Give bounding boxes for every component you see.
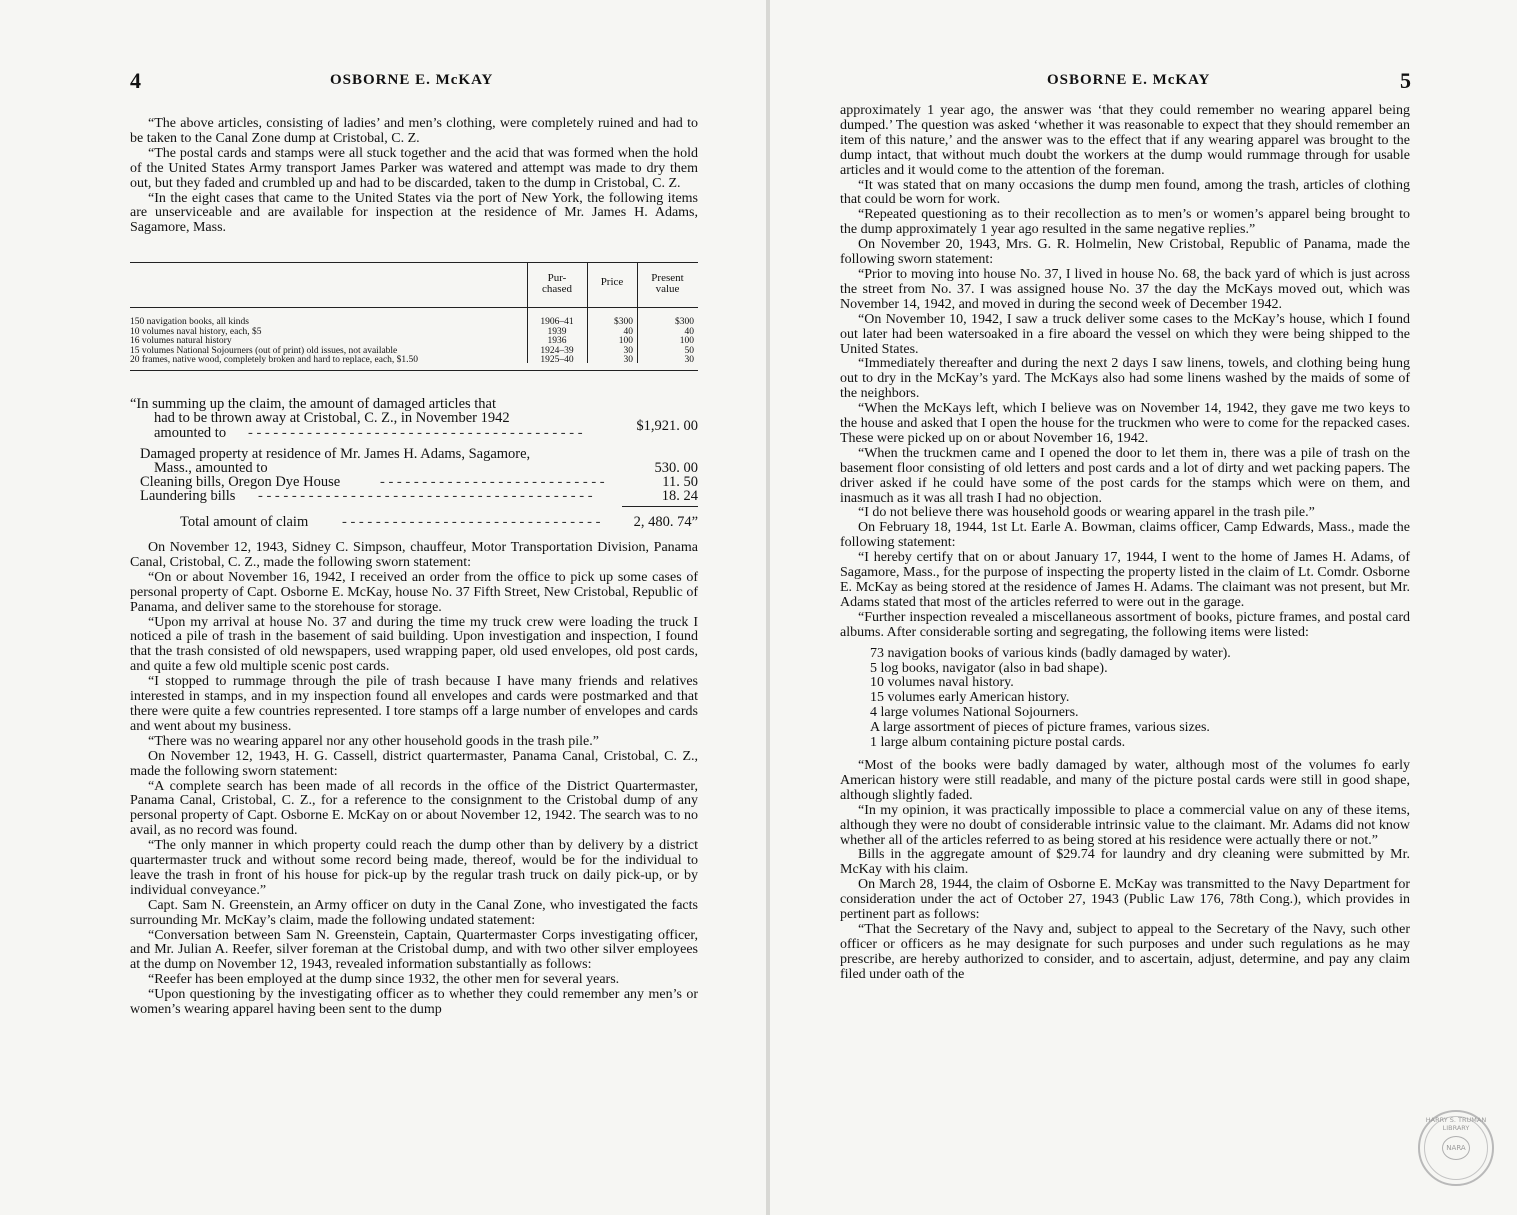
table-cell-purchased: 1939 (547, 326, 567, 337)
list-item: 73 navigation books of various kinds (badly damaged by water). (870, 645, 1231, 661)
table-cell-present-value: 100 (679, 336, 694, 347)
paragraph: “There was no wearing apparel nor any other household goods in the trash pile.” (148, 733, 599, 749)
amount: 18. 24 (661, 488, 698, 504)
table-cell-item: 150 navigation books, all kinds (130, 317, 250, 327)
summary-line: Mass., amounted to (154, 460, 268, 476)
paragraph: “In my opinion, it was practically impossible to place a commercial value on any of these items, although they were no doubt of considerable intrinsic value to the claimant. Mr. Adams did not know whether all of the articles referred to as being stored at his residence were actually there or not.” (840, 802, 1410, 848)
total-label: Total amount of claim (180, 514, 309, 530)
running-header: OSBORNE E. McKAY (1047, 72, 1211, 88)
paragraph: “Upon my arrival at house No. 37 and during the time my truck crew were loading the truck I noticed a pile of trash in the basement of said building. Upon investigation and inspection, I found that the trash consisted of old newspapers, used wrapping paper, old used envelopes, old post cards, and quite a few old multiple scenic post cards. (130, 614, 698, 675)
paragraph: “When the McKays left, which I believe was on November 14, 1942, they gave me two keys to the house and asked that I open the house for the truckmen who were to come for the repacked cases. These were picked up on or about November 16, 1942. (840, 401, 1410, 446)
table-cell-price: 40 (623, 326, 633, 337)
table-cell-item: 20 frames, native wood, completely broken and hard to replace, each, $1.50 (130, 355, 419, 366)
paragraph: “The above articles, consisting of ladies’ and men’s clothing, were completely ruined and had to be taken to the Canal Zone dump at Cristobal, C. Z. (130, 116, 698, 146)
paragraph: “The postal cards and stamps were all stuck together and the acid that was formed when the hold of the United States Army transport James Parker was watered and attempt was made to dry them out, but they faded and crumbled up and had to be discarded, taken to the dump in Cristobal, C. Z. (130, 145, 698, 191)
paragraph: “Repeated questioning as to their recollection as to men’s or women’s apparel being brought to the dump approximately 1 year ago resulted in the same negative replies.” (840, 207, 1410, 238)
paragraph: “On or about November 16, 1942, I received an order from the office to pick up some cases of personal property of Capt. Osborne E. McKay, house No. 37 Fifth Street, New Cristobal, Republic of Panama, and deliver same to the storehouse for storage. (130, 569, 698, 615)
paragraph: Bills in the aggregate amount of $29.74 for laundry and dry cleaning were submitted by Mr. McKay with his claim. (840, 847, 1410, 878)
running-header: OSBORNE E. McKAY (330, 72, 494, 88)
col-present-value: Present value (651, 272, 684, 295)
paragraph: “It was stated that on many occasions the dump men found, among the trash, articles of clothing that could be worn for work. (840, 177, 1410, 208)
list-item: 1 large album containing picture postal cards. (870, 735, 1126, 751)
page-number: 5 (1400, 68, 1411, 93)
list-item: 15 volumes early American history. (870, 690, 1070, 706)
table-cell-item: 16 volumes natural history (130, 336, 232, 347)
paragraph: “That the Secretary of the Navy and, subject to appeal to the Secretary of the Navy, such other officer or officers as he may designate for such purposes and under such regulations as he may prescribe, are hereby authorized to consider, and to ascertain, adjust, determine, and pay any claim filed under oath of the (840, 921, 1410, 982)
statements (130, 541, 698, 1018)
paragraph: Capt. Sam N. Greenstein, an Army officer on duty in the Canal Zone, who investigated the facts surrounding Mr. McKay’s claim, made the following undated statement: (130, 897, 698, 928)
stamp-center-text: NARA (1442, 1136, 1470, 1160)
table-cell-price: 30 (623, 345, 633, 356)
paragraph: “Most of the books were badly damaged by water, although most of the volumes fo early American history were still readable, and many of the picture postal cards were still in good shape, although slightly faded. (840, 757, 1410, 803)
table-cell-purchased: 1906–41 (540, 317, 574, 327)
paragraph: On November 12, 1943, Sidney C. Simpson, chauffeur, Motor Transportation Division, Panama Canal, Cristobal, C. Z., made the following sworn statement: (130, 540, 698, 570)
table-cell-present-value: 50 (684, 345, 694, 356)
table-row (130, 356, 698, 366)
list-item: 4 large volumes National Sojourners. (870, 705, 1079, 721)
summary-line: Laundering bills (140, 488, 236, 504)
paragraph: “In the eight cases that came to the United States via the port of New York, the following items are unserviceable and are available for inspection at the residence of Mr. James H. Adams, Sagamore, Mass. (130, 190, 698, 236)
amount: 11. 50 (662, 474, 698, 490)
paragraph: On November 20, 1943, Mrs. G. R. Holmelin, New Cristobal, Republic of Panama, made the following sworn statement: (840, 237, 1410, 268)
paragraph: approximately 1 year ago, the answer was ‘that they could remember no wearing apparel being dumped.’ The question was asked ‘whether it was reasonable to expect that they should remember an item of this nature,’ and the answer was to the effect that if any wearing apparel was brought to the dump intact, that without much doubt the workers at the dump would rummage through for usable articles and it would come to the attention of the foreman. (840, 103, 1410, 178)
paragraph: “On November 10, 1942, I saw a truck deliver some cases to the McKay’s house, which I found out later had been watersoaked in a fire aboard the vessel on which they were being shipped to the United States. (840, 311, 1410, 357)
paragraph: “A complete search has been made of all records in the office of the District Quartermaster, Panama Canal, Cristobal, C. Z., for a reference to the consignment to the Cristobal dump of any personal property of Capt. Osborne E. McKay on or about November 12, 1942. The search was to no avail, as no record was found. (130, 778, 698, 839)
list-item: 10 volumes naval history. (870, 675, 1014, 691)
paragraph: “When the truckmen came and I opened the door to let them in, there was a pile of trash on the basement floor consisting of old letters and post cards and a lot of dirty and wet packing papers. The driver asked if he could have some of the post cards for the stamps which were on them, and inasmuch as it was all trash I had no objection. (840, 445, 1410, 506)
summary-line: Damaged property at residence of Mr. James H. Adams, Sagamore, (140, 446, 531, 462)
table-cell-present-value: 40 (684, 326, 694, 337)
table-cell-price: $300 (614, 317, 633, 327)
table-header (130, 263, 698, 307)
amount: 530. 00 (654, 460, 698, 476)
list-item: 5 log books, navigator (also in bad shape). (870, 660, 1108, 676)
paragraph: “Immediately thereafter and during the next 2 days I saw linens, towels, and clothing being hung out to dry in the McKay’s yard. The McKays also had some linens washed by the maids of some of the neighbors. (840, 356, 1410, 402)
claim-summary: “In summing up the claim, the amount of damaged articles that had to be thrown away at Cristobal, C. Z., in November 1942 amounted to - - - - - - - - - - - - - - - - - - - - - - - - - - - - - - - - - - - - - - - - $1,921. 00 Damaged property at residence of Mr. James H. Adams, Sagamore, Mass., amounted to 530. 00 Cleaning bills, Oregon Dye House - - - - - - - - - - - - - - - - - - - - - - - - - - - 11. 50 Laundering bills - - - - - - - - - - - - - - - - - - - - - - - - - - - - - - - - - - - - - - - - 18. 24 Total amount of claim - - - - - - - - - - - - - - - - - - - - - - - - - - - - - - - 2, 480. 74” (130, 396, 698, 530)
table-cell-purchased: 1925–40 (540, 355, 574, 366)
table-cell-present-value: $300 (675, 317, 694, 327)
archive-stamp (1418, 1110, 1494, 1186)
intro-text (130, 117, 698, 236)
paragraph: “Further inspection revealed a miscellaneous assortment of books, picture frames, and postal card albums. After considerable sorting and segregating, the following items were listed: (840, 609, 1410, 640)
paragraph: “The only manner in which property could reach the dump other than by delivery by a district quartermaster truck and without some record being made, thereof, would be for the individual to leave the trash in front of his house for pick-up by the regular trash truck on daily pick-up, or by individual conveyance.” (130, 838, 698, 898)
summary-line: had to be thrown away at Cristobal, C. Z., in November 1942 (154, 410, 510, 426)
paragraph: “Prior to moving into house No. 37, I lived in house No. 68, the back yard of which is just across the street from No. 37. I was assigned house No. 37 the day the McKays moved out, which was November 14, 1942, and moved in during the second week of December 1942. (840, 266, 1410, 312)
table-cell-item: 10 volumes naval history, each, $5 (130, 326, 262, 337)
paragraph: On February 18, 1944, 1st Lt. Earle A. Bowman, claims officer, Camp Edwards, Mass., made the following statement: (840, 520, 1410, 551)
table-cell-purchased: 1936 (547, 336, 567, 347)
paragraph: “I hereby certify that on or about January 17, 1944, I went to the home of James H. Adams, of Sagamore, Mass., for the purpose of inspecting the property listed in the claim of Lt. Comdr. Osborne E. McKay as being stored at the residence of James H. Adams. The claimant was not present, but Mr. Adams stated that most of the articles referred to were out in the garage. (840, 550, 1410, 610)
total-amount: 2, 480. 74” (633, 514, 698, 530)
stamp-ring-text: HARRY S. TRUMAN LIBRARY (1425, 1116, 1487, 1132)
table-cell-purchased: 1924–39 (540, 345, 574, 356)
paragraph: “Upon questioning by the investigating officer as to whether they could remember any men’s or women’s wearing apparel having been sent to the dump (130, 987, 698, 1018)
col-purchased: Pur- chased (542, 272, 572, 295)
paragraph: “Conversation between Sam N. Greenstein, Captain, Quartermaster Corps investigating officer, and Mr. Julian A. Reefer, silver foreman at the Cristobal dump, and with two other silver employees at the dump on November 12, 1943, revealed information substantially as follows: (130, 927, 698, 973)
table-cell-price: 100 (618, 336, 633, 347)
paragraph: On March 28, 1944, the claim of Osborne E. McKay was transmitted to the Navy Department for consideration under the act of October 27, 1943 (Public Law 176, 78th Cong.), which provides in pertinent part as follows: (840, 877, 1410, 923)
right-page (770, 0, 1517, 1215)
list-item: A large assortment of pieces of picture frames, various sizes. (870, 720, 1210, 736)
paragraph: On November 12, 1943, H. G. Cassell, district quartermaster, Panama Canal, Cristobal, C. Z., made the following sworn statement: (130, 748, 698, 779)
paragraph: “I stopped to rummage through the pile of trash because I have many friends and relatives interested in stamps, and in my inspection found all envelopes and cards were postmarked and that there were quite a few countries represented. I tore stamps off a large number of envelopes and cards and went about my business. (130, 674, 698, 734)
inventory-table (130, 262, 698, 371)
table-cell-present-value: 30 (684, 355, 694, 366)
table-cell-price: 30 (623, 355, 633, 366)
paragraph: “I do not believe there was household goods or wearing apparel in the trash pile.” (858, 505, 1315, 521)
col-price: Price (600, 276, 624, 288)
page-number: 4 (130, 68, 141, 93)
summary-line: “In summing up the claim, the amount of damaged articles that (130, 396, 497, 412)
summary-line: Cleaning bills, Oregon Dye House (140, 474, 341, 490)
table-cell-item: 15 volumes National Sojourners (out of print) old issues, not available (130, 345, 398, 356)
paragraph: “Reefer has been employed at the dump since 1932, the other men for several years. (148, 972, 620, 988)
statements (840, 104, 1410, 983)
amount: $1,921. 00 (636, 418, 698, 434)
summary-line: amounted to (154, 425, 227, 441)
inspected-items-list (840, 647, 1410, 751)
